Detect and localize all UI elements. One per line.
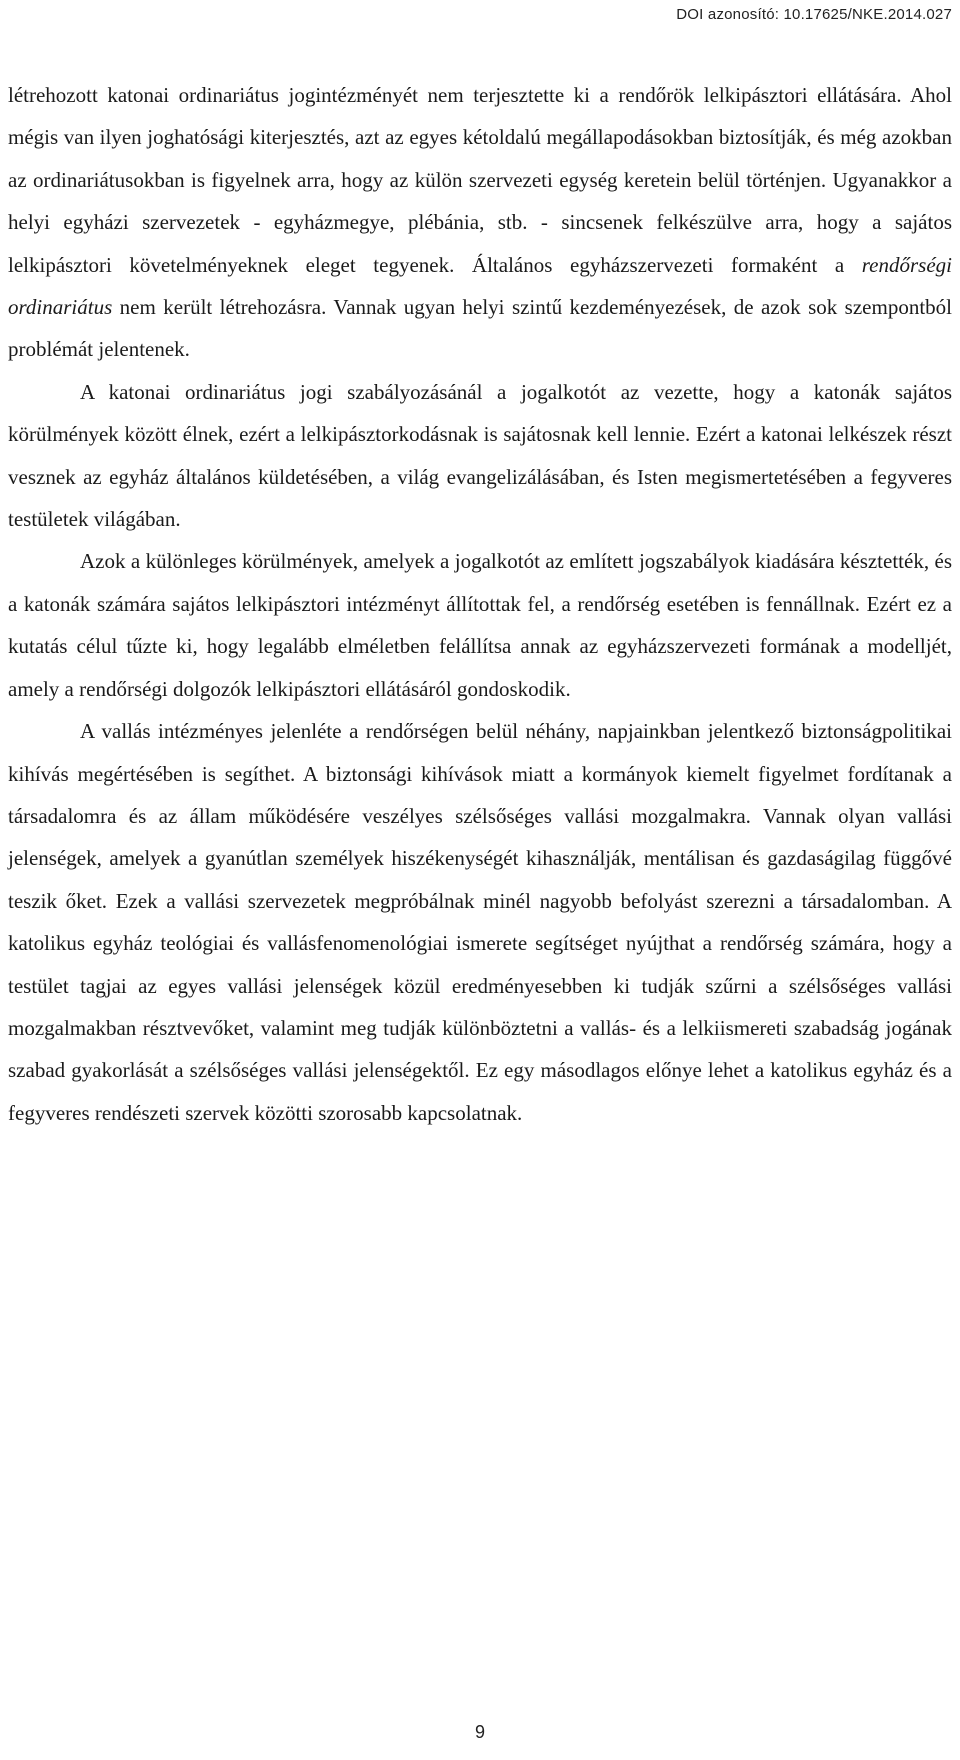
paragraph-text: Azok a különleges körülmények, amelyek a jogalkotót az említett jogszabályok kiadására késztették, és a katonák számára sajátos lelkipásztori intézményt állítottak fel, a rendőrség esetében is fennállnak. Ezért ez a kutatás célul tűzte ki, hogy legalább elméletben felállítsa annak az egyházszervezeti formának a modelljét, amely a rendőrségi dolgozók lelkipásztori ellátásáról gondoskodik.: [8, 549, 952, 701]
paragraph: [8, 540, 952, 710]
paragraph-text: A katonai ordinariátus jogi szabályozásánál a jogalkotót az vezette, hogy a katonák sajátos körülmények között élnek, ezért a lelkipásztorkodásnak is sajátosnak kell lennie. Ezért a katonai lelkészek részt vesznek az egyház általános küldetésében, a világ evangelizálásában, és Isten megismertetésében a fegyveres testületek világában.: [8, 379, 952, 532]
doi-identifier: DOI azonosító: 10.17625/NKE.2014.027: [676, 6, 952, 23]
italic-term: rendőrségi ordinariátus: [8, 252, 952, 320]
paragraph-text: A vallás intézményes jelenléte a rendőrségen belül néhány, napjainkban jelentkező biztonságpolitikai kihívás megértésében is segíthet. A biztonsági kihívások miatt a kormányok kiemelt figyelmet fordítanak a társadalomra és az állam működésére veszélyes szélsőséges vallási mozgalmakra. Vannak olyan vallási jelenségek, amelyek a gyanútlan személyek hiszékenységét kihasználják, mentálisan és gazdaságilag függővé teszik őket. Ezek a vallási szervezetek megpróbálnak minél nagyobb befolyást szerezni a társadalomban. A katolikus egyház teológiai és vallásfenomenológiai ismerete segítséget nyújthat a rendőrség számára, hogy a testület tagjai az egyes vallási jelenségek közül eredményesebben ki tudják szűrni a szélsőséges vallási mozgalmakban résztvevőket, valamint meg tudják különböztetni a vallás- és a lelkiismereti szabadság jogának szabad gyakorlását a szélsőséges vallási jelenségektől. Ez egy másodlagos előnye lehet a katolikus egyház és a fegyveres rendészeti szervek közötti szorosabb kapcsolatnak.: [8, 719, 952, 1125]
paragraph: [8, 74, 952, 371]
paragraph-text: létrehozott katonai ordinariátus jogintézményét nem terjesztette ki a rendőrök lelkipásztori ellátására. Ahol mégis van ilyen joghatósági kiterjesztés, azt az egyes kétoldalú megállapodásokban biztosítják, és még azokban az ordinariátusokban is figyelnek arra, hogy az külön szervezeti egység keretein belül történjen. Ugyanakkor a helyi egyházi szervezetek - egyházmegye, plébánia, stb. - sincsenek felkészülve arra, hogy a sajátos lelkipásztori követelményeknek eleget tegyenek. Általános egyházszervezeti formaként a: [8, 83, 952, 277]
page-number: 9: [474, 1722, 485, 1742]
paragraph: [8, 710, 952, 1134]
document-body: [8, 74, 952, 1134]
paragraph-text: nem került létrehozásra. Vannak ugyan helyi szintű kezdeményezések, de azok sok szempontból problémát jelentenek.: [8, 295, 952, 362]
paragraph: [8, 371, 952, 541]
